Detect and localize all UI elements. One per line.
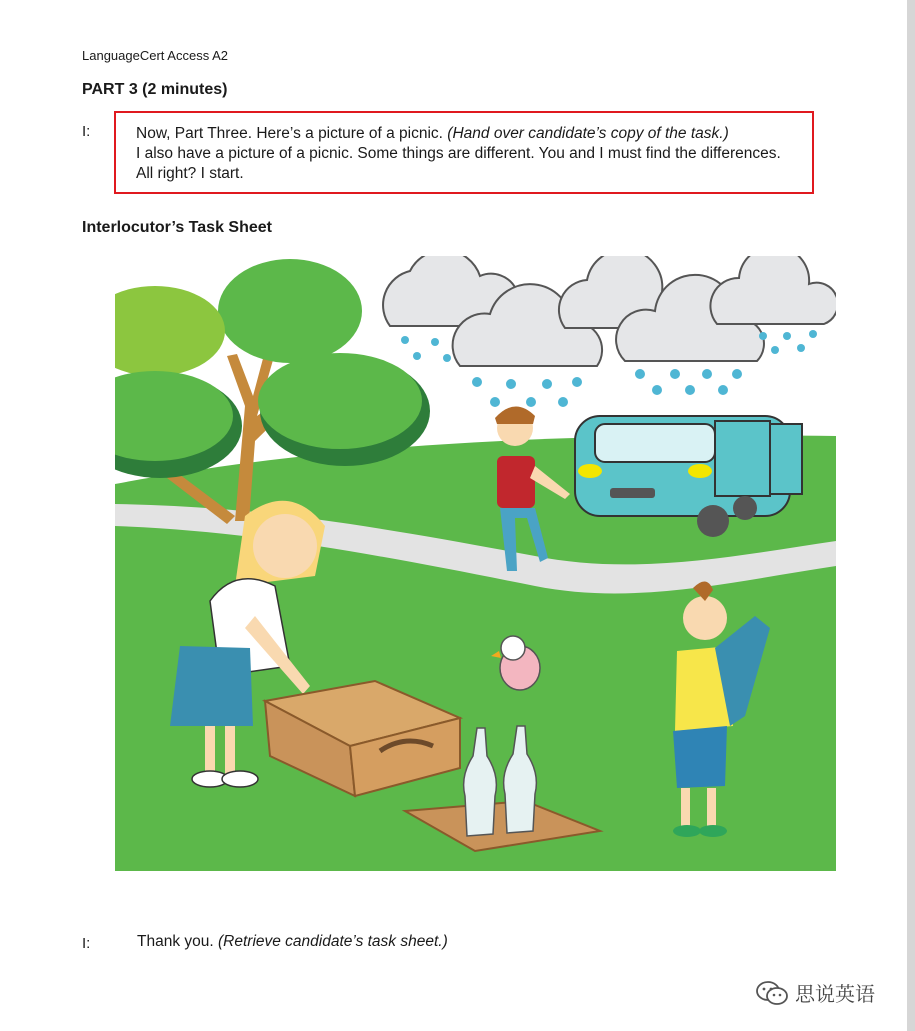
watermark [755,978,875,1007]
intro-speaker: I: [82,123,91,140]
picnic-illustration [115,256,836,871]
closing-direction: (Retrieve candidate’s task sheet.) [218,933,448,950]
part-title: PART 3 (2 minutes) [82,81,228,98]
exam-label: LanguageCert Access A2 [82,48,228,63]
closing-line [137,933,448,951]
rain-clouds [383,256,836,366]
intro-instruction-box [114,111,814,194]
page-edge [907,0,915,1031]
wechat-icon [755,980,789,1006]
closing-text: Thank you. [137,933,218,950]
intro-direction: (Hand over candidate’s copy of the task.) [447,125,729,142]
watermark-text: 思说英语 [795,984,875,1006]
intro-text-2: I also have a picture of a picnic. Some things are different. You and I must find the differences. All right? I start. [136,145,781,182]
closing-speaker: I: [82,935,91,952]
intro-text-1: Now, Part Three. Here’s a picture of a picnic. [136,125,448,142]
task-sheet-title: Interlocutor’s Task Sheet [82,219,272,236]
